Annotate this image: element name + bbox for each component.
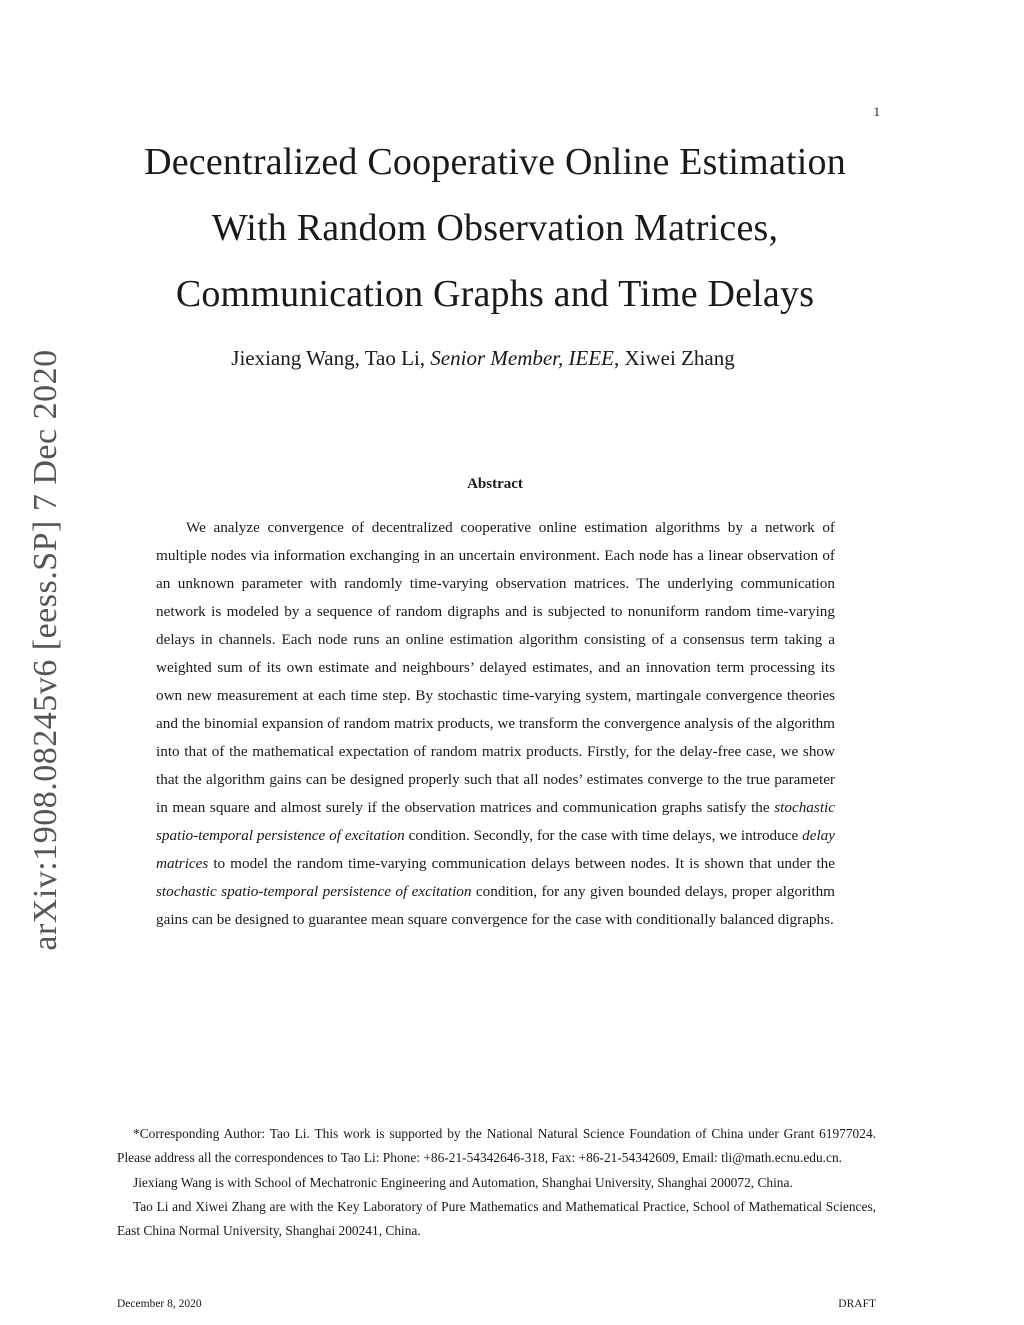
page-number: 1 <box>873 104 880 119</box>
paper-title-line-1: Decentralized Cooperative Online Estimation <box>144 141 846 183</box>
abstract-text-2: condition. Secondly, for the case with time delays, we introduce <box>404 827 803 844</box>
abstract-body <box>156 514 835 934</box>
footnote-affiliation-li-zhang: Tao Li and Xiwei Zhang are with the Key Laboratory of Pure Mathematics and Mathematical Practice, School of Mathematical Sciences, East China Normal University, Shanghai 200241, China. <box>117 1198 876 1239</box>
author-names-tail: , Xiwei Zhang <box>614 346 735 370</box>
abstract-emphasis-1: stochastic spatio-temporal persistence of excitation <box>156 799 835 844</box>
footnote-corresponding-author: *Corresponding Author: Tao Li. This work is supported by the National Natural Science Foundation of China under Grant 61977024. Please address all the correspondences to Tao Li: Phone: +86-21-54342646-318, Fax: +86-21-54342609, Email: tli@math.ecnu.edu.cn. <box>117 1126 876 1166</box>
arxiv-identifier-stamp: arXiv:1908.08245v6 [eess.SP] 7 Dec 2020 <box>27 349 64 951</box>
abstract-emphasis-2: delay matrices <box>156 827 835 872</box>
abstract-text-3: to model the random time-varying communication delays between nodes. It is shown that under the <box>208 855 835 872</box>
footnote-affiliation-wang: Jiexiang Wang is with School of Mechatronic Engineering and Automation, Shanghai University, Shanghai 200072, China. <box>133 1174 793 1190</box>
author-membership: Senior Member, IEEE <box>430 346 614 370</box>
author-list <box>0 344 966 372</box>
abstract-text-1: We analyze convergence of decentralized cooperative online estimation algorithms by a network of multiple nodes via information exchanging in an uncertain environment. Each node has a linear observation of an unknown parameter with randomly time-varying observation matrices. The underlying communication network is modeled by a sequence of random digraphs and is subjected to nonuniform random time-varying delays in channels. Each node runs an online estimation algorithm consisting of a consensus term taking a weighted sum of its own estimate and neighbours’ delayed estimates, and an innovation term processing its own new measurement at each time step. By stochastic time-varying system, martingale convergence theories and the binomial expansion of random matrix products, we transform the convergence analysis of the algorithm into that of the mathematical expectation of random matrix products. Firstly, for the delay-free case, we show that the algorithm gains can be designed properly such that all nodes’ estimates converge to the true parameter in mean square and almost surely if the observation matrices and communication graphs satisfy the <box>156 519 835 816</box>
abstract-text-4: condition, for any given bounded delays, proper algorithm gains can be designed to guarantee mean square convergence for the case with conditionally balanced digraphs. <box>156 883 835 928</box>
footer-date: December 8, 2020 <box>117 1298 202 1310</box>
author-names: Jiexiang Wang, Tao Li, <box>231 346 431 370</box>
abstract-heading: Abstract <box>467 476 523 492</box>
paper-title-line-2: With Random Observation Matrices, <box>211 207 779 249</box>
abstract-emphasis-3: stochastic spatio-temporal persistence of excitation <box>156 883 472 900</box>
footnotes <box>117 1122 876 1243</box>
abstract-paragraph <box>156 514 835 934</box>
footer-draft-label: DRAFT <box>838 1298 876 1310</box>
paper-title-line-3: Communication Graphs and Time Delays <box>175 273 815 315</box>
